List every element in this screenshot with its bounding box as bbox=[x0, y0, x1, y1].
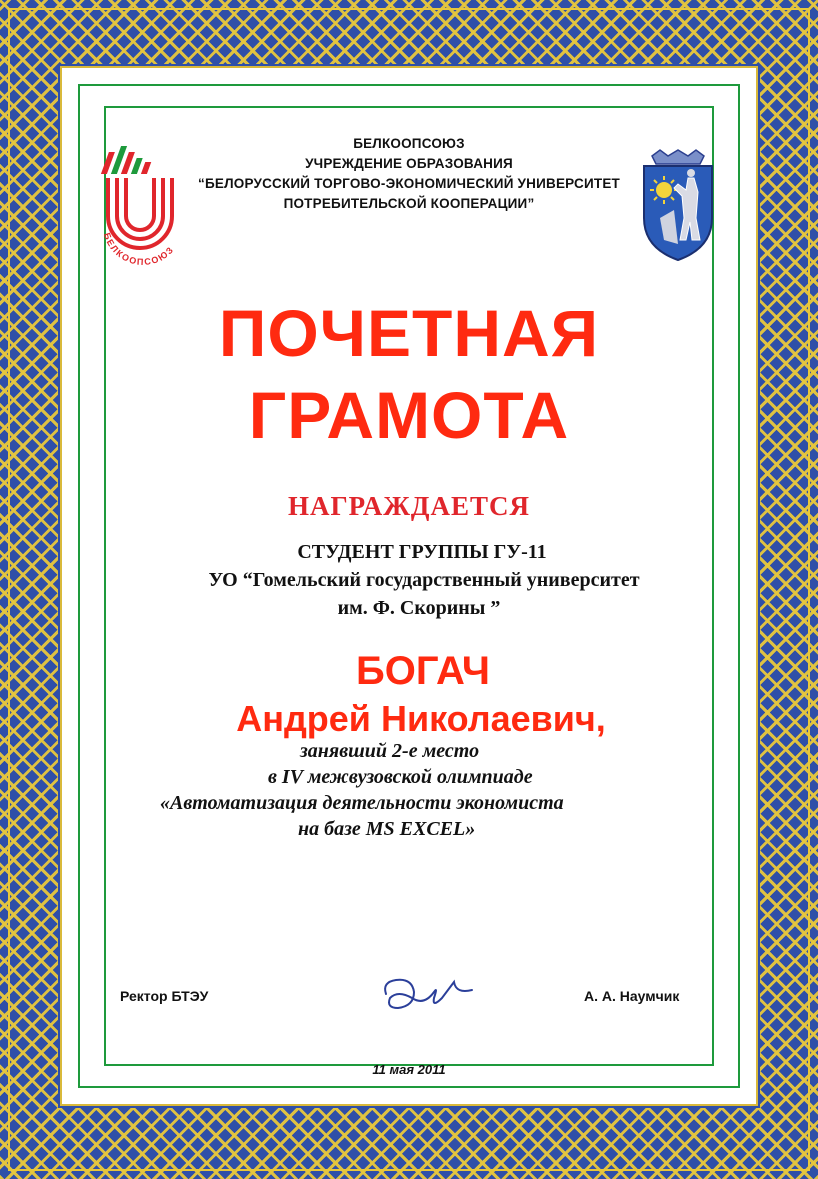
recipient-surname: БОГАЧ bbox=[356, 649, 490, 693]
title-line-1: ПОЧЕТНАЯ bbox=[218, 296, 600, 370]
achievement-line-1: занявший 2-е место bbox=[300, 740, 480, 762]
recipient-info bbox=[62, 538, 756, 622]
recipient-university: УО “Гомельский государственный университет bbox=[208, 569, 640, 591]
handwritten-signature-icon bbox=[378, 968, 488, 1018]
title-line-2: ГРАМОТА bbox=[248, 378, 570, 452]
recipient-university-name: им. Ф. Скорины ” bbox=[337, 597, 501, 619]
certificate-content bbox=[62, 68, 756, 1104]
header-line-1: БЕЛКООПСОЮЗ bbox=[353, 136, 465, 151]
issue-date: 11 мая 2011 bbox=[372, 1062, 446, 1077]
header-line-4: ПОТРЕБИТЕЛЬСКОЙ КООПЕРАЦИИ” bbox=[283, 196, 535, 211]
signer-position: Ректор БТЭУ bbox=[120, 988, 209, 1004]
recipient-group: СТУДЕНТ ГРУППЫ ГУ-11 bbox=[297, 541, 547, 563]
achievement-line-2: в IV межвузовской олимпиаде bbox=[268, 766, 533, 788]
recipient-name: Андрей Николаевич, bbox=[236, 698, 606, 739]
coat-of-arms-icon bbox=[638, 148, 718, 264]
logo-text: БЕЛКООПСОЮЗ bbox=[101, 231, 177, 268]
achievement-line-4: на базе MS EXCEL» bbox=[298, 818, 476, 840]
header-line-3: “БЕЛОРУССКИЙ ТОРГОВО-ЭКОНОМИЧЕСКИЙ УНИВЕРСИТЕТ bbox=[198, 176, 620, 191]
signer-name: А. А. Наумчик bbox=[584, 988, 680, 1004]
header-line-2: УЧРЕЖДЕНИЕ ОБРАЗОВАНИЯ bbox=[305, 156, 513, 171]
awarded-label: НАГРАЖДАЕТСЯ bbox=[287, 491, 530, 521]
achievement-line-3: «Автоматизация деятельности экономиста bbox=[160, 792, 564, 814]
